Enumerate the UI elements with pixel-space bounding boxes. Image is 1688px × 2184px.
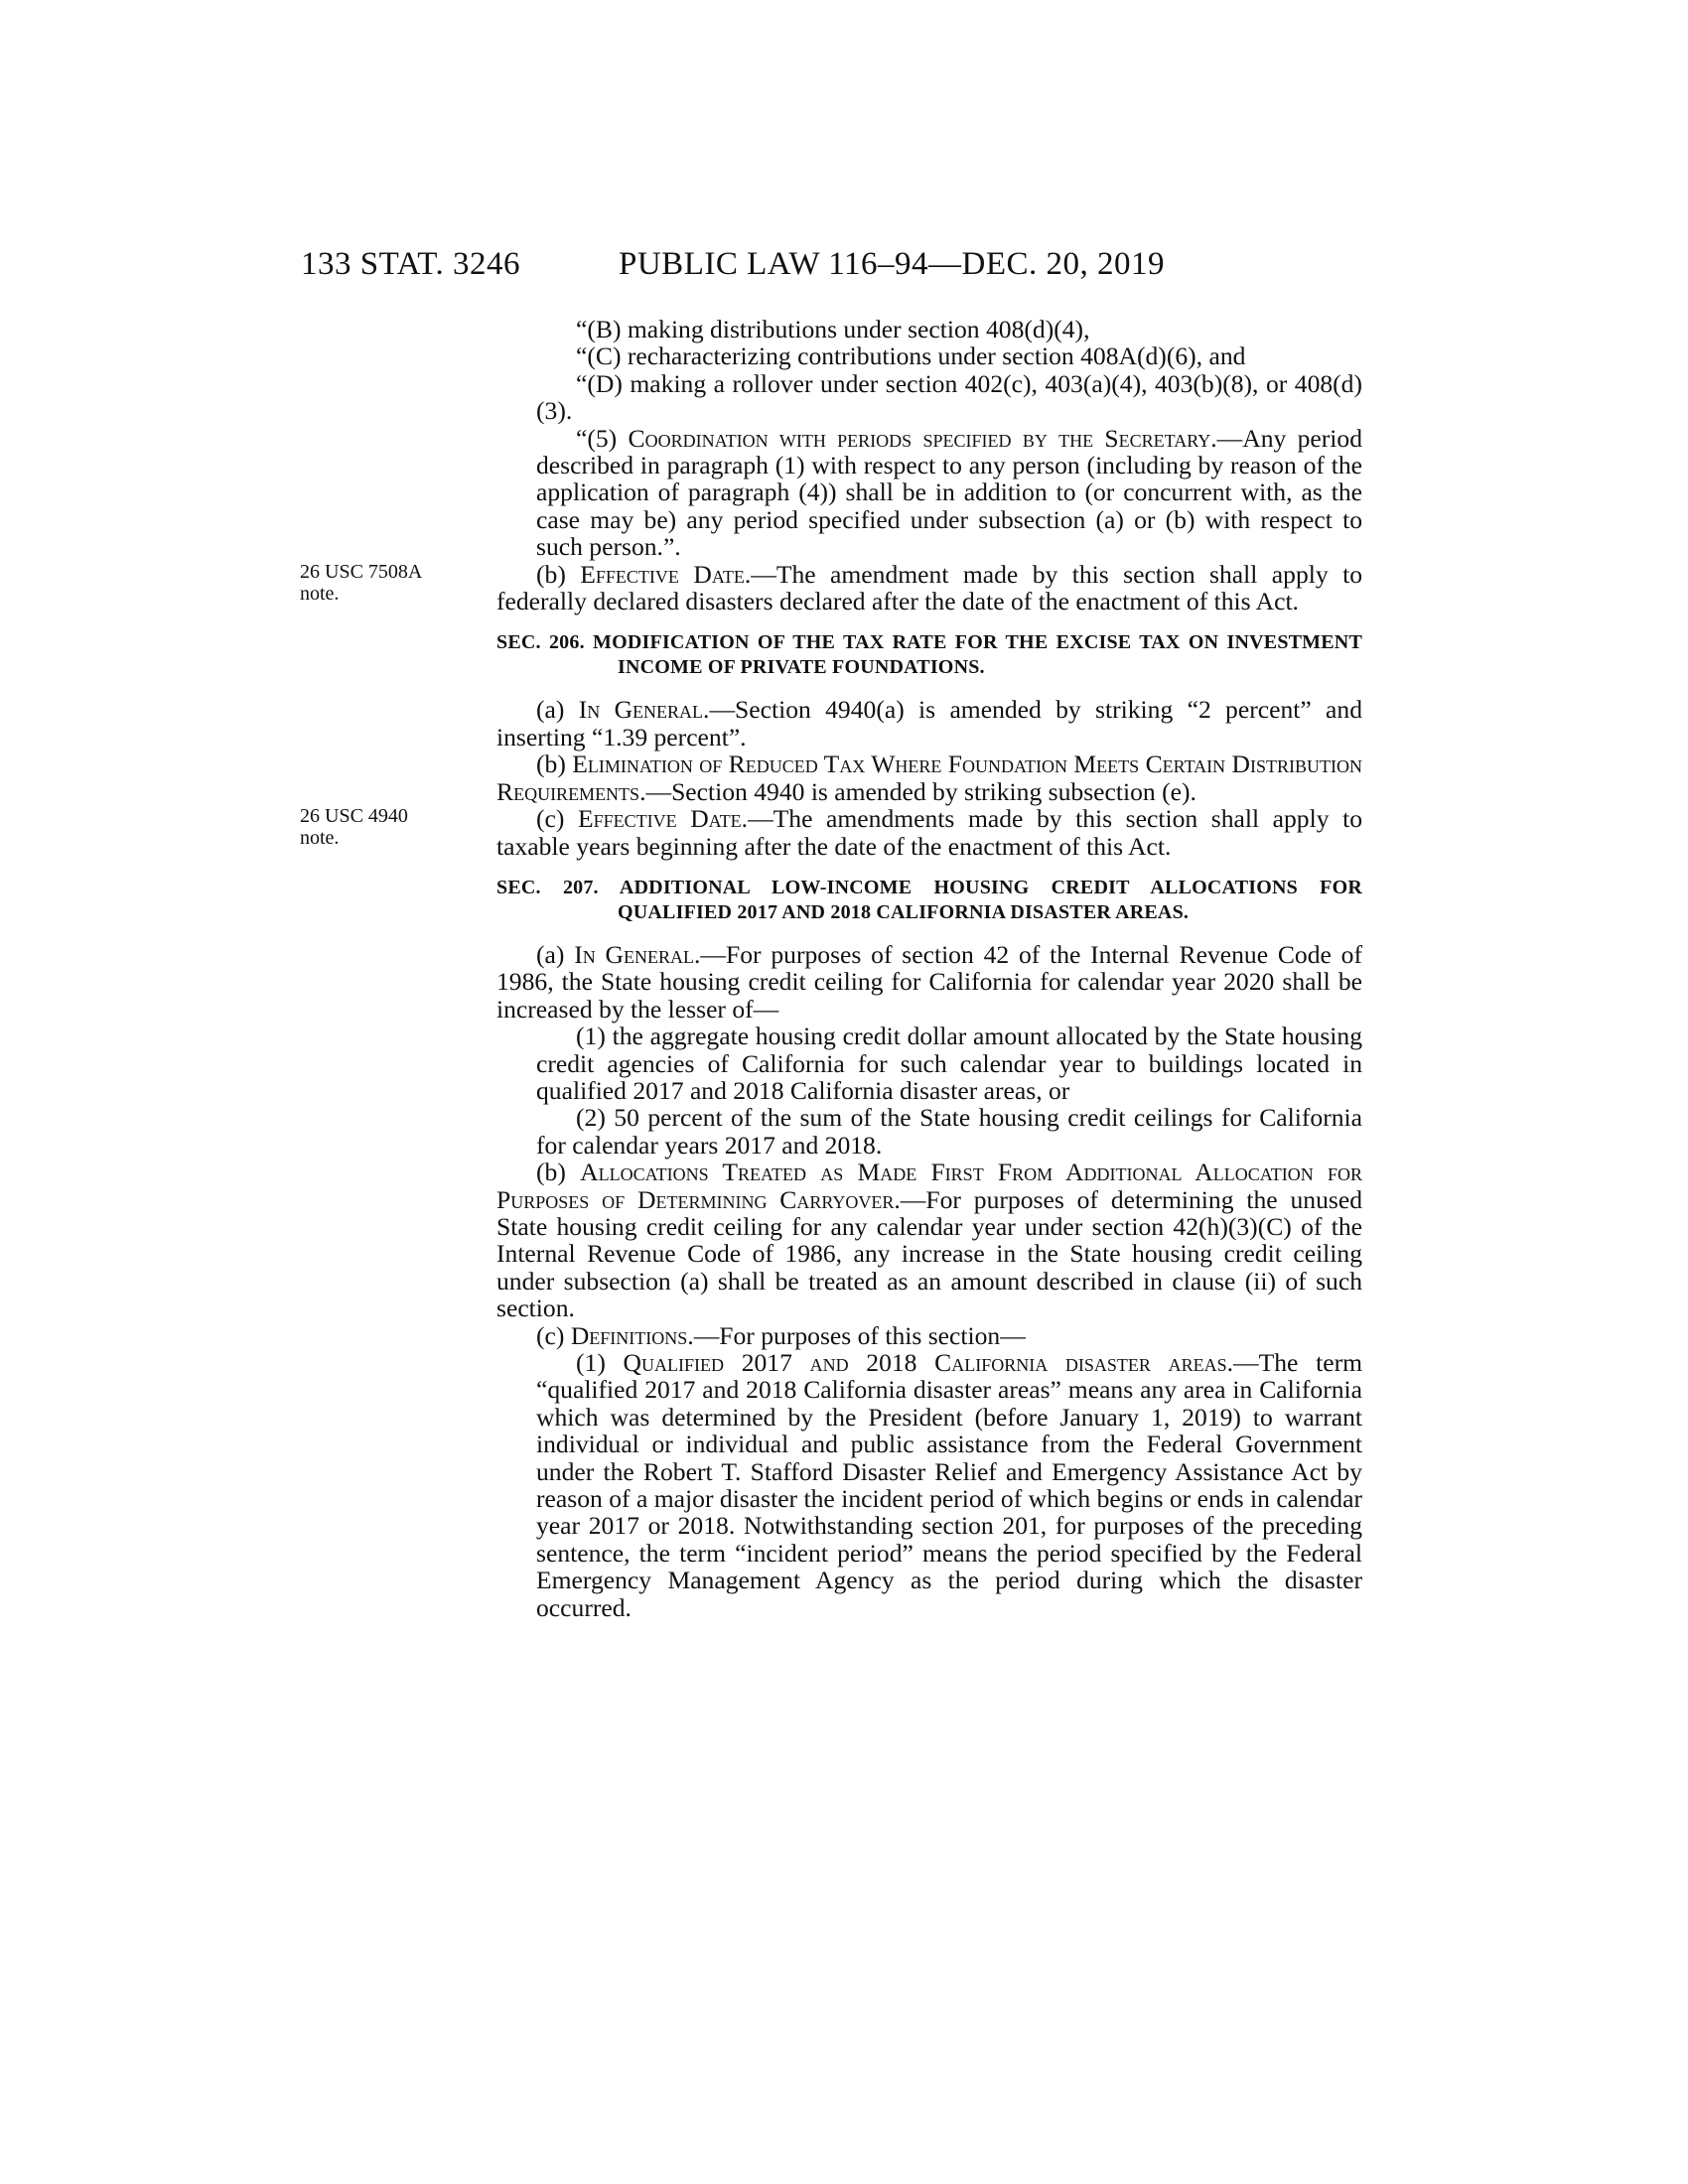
- sec207-subsection-a: [496, 941, 1362, 1023]
- subsection-number: (b): [536, 1158, 581, 1187]
- subsection-heading: Effective Date.: [580, 559, 752, 589]
- sec207-paragraph-a1: (1) the aggregate housing credit dollar amount allocated by the State housing credit agencies of California for such calendar year to buildings located in qualified 2017 and 2018 California disaster areas, or: [536, 1022, 1362, 1105]
- paragraph-5-number: “(5): [576, 423, 629, 453]
- subsection-heading: In General.: [578, 695, 710, 725]
- sec206-subsection-c: [300, 804, 1362, 861]
- subsection-heading: Definitions.: [570, 1320, 694, 1350]
- paragraph-heading: Qualified 2017 and 2018 California disaster areas.: [623, 1348, 1234, 1377]
- subsection-heading: Elimination of Reduced Tax Where Foundation Meets Certain Distribution Requirements.: [496, 750, 1362, 806]
- sec207-subsection-c: [496, 1322, 1362, 1349]
- sec206-subsection-a: [496, 696, 1362, 751]
- subparagraph-d: “(D) making a rollover under section 402(c), 403(a)(4), 403(b)(8), or 408(d)(3).: [536, 368, 1362, 426]
- margin-note-usc-7508a: 26 USC 7508A note.: [300, 560, 422, 605]
- sec207-paragraph-a2: (2) 50 percent of the sum of the State housing credit ceilings for California for calendar years 2017 and 2018.: [536, 1103, 1362, 1160]
- subsection-body: —For purposes of this section—: [693, 1320, 1026, 1350]
- public-law-title: PUBLIC LAW 116–94—DEC. 20, 2019: [619, 246, 1166, 282]
- page-header: [301, 246, 1363, 286]
- subsection-body: —Section 4940(a) is amended by striking “2 percent” and inserting “1.39 percent”.: [496, 695, 1362, 751]
- paragraph-5: [536, 425, 1362, 561]
- subsection-number: (a): [536, 939, 575, 969]
- subsection-body: —For purposes of section 42 of the Internal Revenue Code of 1986, the State housing credit ceiling for California for calendar year 2020 shall be increased by the lesser of—: [496, 939, 1363, 1024]
- subsection-heading: Effective Date.: [577, 804, 749, 834]
- subsection-number: (a): [536, 695, 579, 725]
- subsection-body: —The amendment made by this section shall apply to federally declared disasters declared after the date of the enactment of this Act.: [496, 559, 1362, 616]
- margin-note-usc-4940: 26 USC 4940 note.: [300, 805, 408, 850]
- subsection-effective-date: [300, 559, 1362, 616]
- subsection-body: —The amendments made by this section shall apply to taxable years beginning after the date of the enactment of this Act.: [496, 804, 1362, 861]
- subsection-body: —For purposes of determining the unused State housing credit ceiling for any calendar year under section 42(h)(3)(C) of the Internal Revenue Code of 1986, any increase in the State housing credit ceiling under subsection (a) shall be treated as an amount described in clause (ii) of such section.: [496, 1184, 1362, 1323]
- subparagraph-c: “(C) recharacterizing contributions under section 408A(d)(6), and: [576, 341, 1246, 371]
- statute-page-reference: 133 STAT. 3246: [301, 246, 521, 282]
- subsection-heading: Allocations Treated as Made First From Additional Allocation for Purposes of Determining Carryover.: [496, 1158, 1362, 1214]
- paragraph-5-body: —Any period described in paragraph (1) with respect to any person (including by reason of the application of paragraph (4)) shall be in addition to (or concurrent with, as the case may be) any period specified under subsection (a) or (b) with respect to such person.”.: [536, 423, 1363, 562]
- subsection-heading: In General.: [574, 939, 701, 969]
- sec207-subsection-b: [496, 1159, 1362, 1321]
- paragraph-number: (1): [576, 1348, 624, 1377]
- document-body: [300, 315, 1363, 1622]
- subsection-number: (c): [536, 804, 578, 834]
- section-206-heading: SEC. 206. MODIFICATION OF THE TAX RATE FOR THE EXCISE TAX ON INVESTMENT INCOME OF PRIVATE FOUNDATIONS.: [496, 631, 1362, 679]
- subsection-number: (b): [536, 559, 581, 589]
- subsection-number: (c): [536, 1320, 571, 1350]
- paragraph-body: —The term “qualified 2017 and 2018 California disaster areas” means any area in California which was determined by the President (before January 1, 2019) to warrant individual or individual and public assistance from the Federal Government under the Robert T. Stafford Disaster Relief and Emergency Assistance Act by reason of a major disaster the incident period of which begins or ends in calendar year 2017 or 2018. Notwithstanding section 201, for purposes of the preceding sentence, the term “incident period” means the period specified by the Federal Emergency Management Agency as the period during which the disaster occurred.: [536, 1348, 1363, 1622]
- sec207-paragraph-c1: [536, 1349, 1362, 1621]
- sec206-subsection-b: [496, 751, 1362, 805]
- section-207-heading: SEC. 207. ADDITIONAL LOW-INCOME HOUSING CREDIT ALLOCATIONS FOR QUALIFIED 2017 AND 2018 CALIFORNIA DISASTER AREAS.: [496, 876, 1362, 923]
- subparagraph-b: “(B) making distributions under section 408(d)(4),: [576, 315, 1090, 343]
- subsection-body: —Section 4940 is amended by striking subsection (e).: [645, 776, 1196, 806]
- subsection-number: (b): [536, 750, 573, 779]
- paragraph-5-heading: Coordination with periods specified by the Secretary.: [628, 423, 1217, 453]
